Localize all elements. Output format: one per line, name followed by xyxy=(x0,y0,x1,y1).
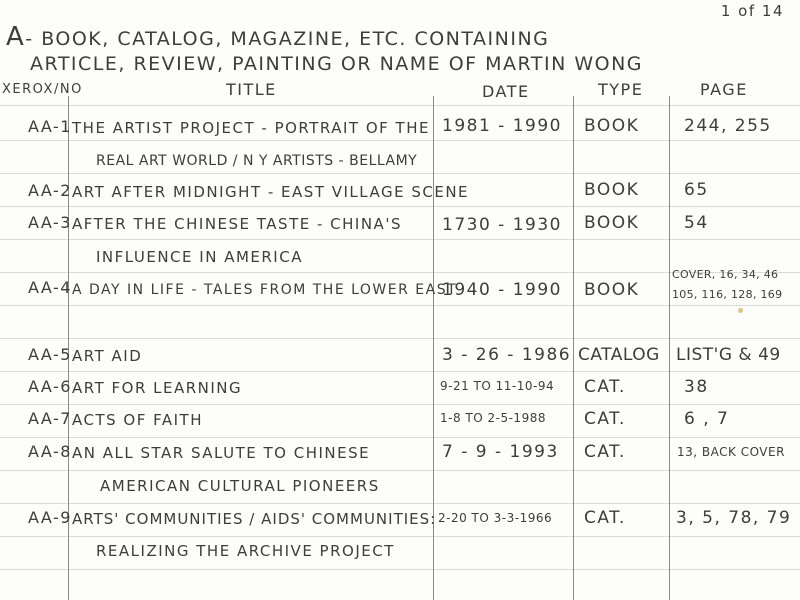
entry-date: 1940 - 1990 xyxy=(442,280,562,300)
ruled-line xyxy=(0,206,800,207)
page-number: 1 of 14 xyxy=(720,2,784,20)
ruled-line xyxy=(0,173,800,174)
page-title-line-1 xyxy=(6,22,549,52)
entry-page: 6 , 7 xyxy=(684,409,730,429)
entry-type: CAT. xyxy=(584,409,626,429)
entry-date: 9-21 TO 11-10-94 xyxy=(440,379,555,393)
entry-date: 7 - 9 - 1993 xyxy=(442,442,559,462)
entry-id: AA-4 xyxy=(28,278,72,297)
entry-title-continued: INFLUENCE IN AMERICA xyxy=(96,248,303,266)
entry-id: AA-7 xyxy=(28,409,72,428)
entry-title-continued: REAL ART WORLD / N Y ARTISTS - BELLAMY xyxy=(96,153,418,169)
entry-id: AA-1 xyxy=(28,117,72,136)
entry-title-continued: AMERICAN CULTURAL PIONEERS xyxy=(100,477,380,495)
column-header-title: TITLE xyxy=(226,80,277,99)
title-text-1: - BOOK, CATALOG, MAGAZINE, ETC. CONTAINING xyxy=(25,28,550,50)
entry-title: THE ARTIST PROJECT - PORTRAIT OF THE xyxy=(72,119,430,137)
entry-title-continued: REALIZING THE ARCHIVE PROJECT xyxy=(96,542,395,560)
entry-type: CAT. xyxy=(584,442,626,462)
entry-id: AA-9 xyxy=(28,508,72,527)
ink-spot xyxy=(738,308,743,313)
entry-page: 65 xyxy=(684,180,709,200)
column-header-page: PAGE xyxy=(700,80,748,99)
ruled-line xyxy=(0,140,800,141)
entry-page: 13, BACK COVER xyxy=(677,445,785,459)
ruled-line xyxy=(0,437,800,438)
entry-date: 1730 - 1930 xyxy=(442,215,562,235)
entry-page: 38 xyxy=(684,377,709,397)
entry-type: CATALOG xyxy=(578,345,660,365)
ruled-line xyxy=(0,536,800,537)
entry-page: COVER, 16, 34, 46 xyxy=(672,268,779,281)
ruled-line xyxy=(0,371,800,372)
ruled-line xyxy=(0,338,800,339)
entry-type: CAT. xyxy=(584,377,626,397)
entry-id: AA-2 xyxy=(28,181,72,200)
entry-type: CAT. xyxy=(584,508,626,528)
column-header-xerox: XEROX/NO xyxy=(2,82,83,97)
entry-id: AA-8 xyxy=(28,442,72,461)
entry-title: ART AID xyxy=(72,347,143,365)
entry-type: BOOK xyxy=(584,116,640,136)
entry-title: A DAY IN LIFE - TALES FROM THE LOWER EAST xyxy=(72,282,458,298)
ruled-line xyxy=(0,503,800,504)
entry-page: 54 xyxy=(684,213,709,233)
entry-page: 3, 5, 78, 79 xyxy=(676,508,792,528)
ruled-line xyxy=(0,105,800,106)
ruled-line xyxy=(0,569,800,570)
entry-title: ART FOR LEARNING xyxy=(72,379,243,397)
entry-title: ACTS OF FAITH xyxy=(72,411,204,429)
page-title-line-2: ARTICLE, REVIEW, PAINTING OR NAME OF MARTIN WONG xyxy=(30,53,643,75)
entry-date: 1-8 TO 2-5-1988 xyxy=(440,411,546,425)
column-rule xyxy=(669,96,670,600)
entry-title: AN ALL STAR SALUTE TO CHINESE xyxy=(72,444,371,462)
entry-title: ARTS' COMMUNITIES / AIDS' COMMUNITIES: xyxy=(72,510,437,528)
entry-page: LIST'G & 49 xyxy=(676,345,781,365)
ruled-line xyxy=(0,404,800,405)
section-letter: A xyxy=(6,22,26,52)
ruled-line xyxy=(0,305,800,306)
ruled-line xyxy=(0,239,800,240)
entry-date: 1981 - 1990 xyxy=(442,116,562,136)
entry-id: AA-3 xyxy=(28,213,72,232)
entry-date: 3 - 26 - 1986 xyxy=(442,345,572,365)
entry-id: AA-6 xyxy=(28,377,72,396)
entry-type: BOOK xyxy=(584,213,640,233)
ruled-line xyxy=(0,470,800,471)
entry-page-continued: 105, 116, 128, 169 xyxy=(672,288,783,301)
entry-date: 2-20 TO 3-3-1966 xyxy=(438,511,553,525)
entry-title: ART AFTER MIDNIGHT - EAST VILLAGE SCENE xyxy=(72,183,470,201)
entry-title: AFTER THE CHINESE TASTE - CHINA'S xyxy=(72,215,402,233)
entry-id: AA-5 xyxy=(28,345,72,364)
column-header-type: TYPE xyxy=(598,80,644,99)
entry-page: 244, 255 xyxy=(684,116,772,136)
column-rule xyxy=(573,96,574,600)
entry-type: BOOK xyxy=(584,180,640,200)
column-header-date: DATE xyxy=(482,82,530,101)
entry-type: BOOK xyxy=(584,280,640,300)
